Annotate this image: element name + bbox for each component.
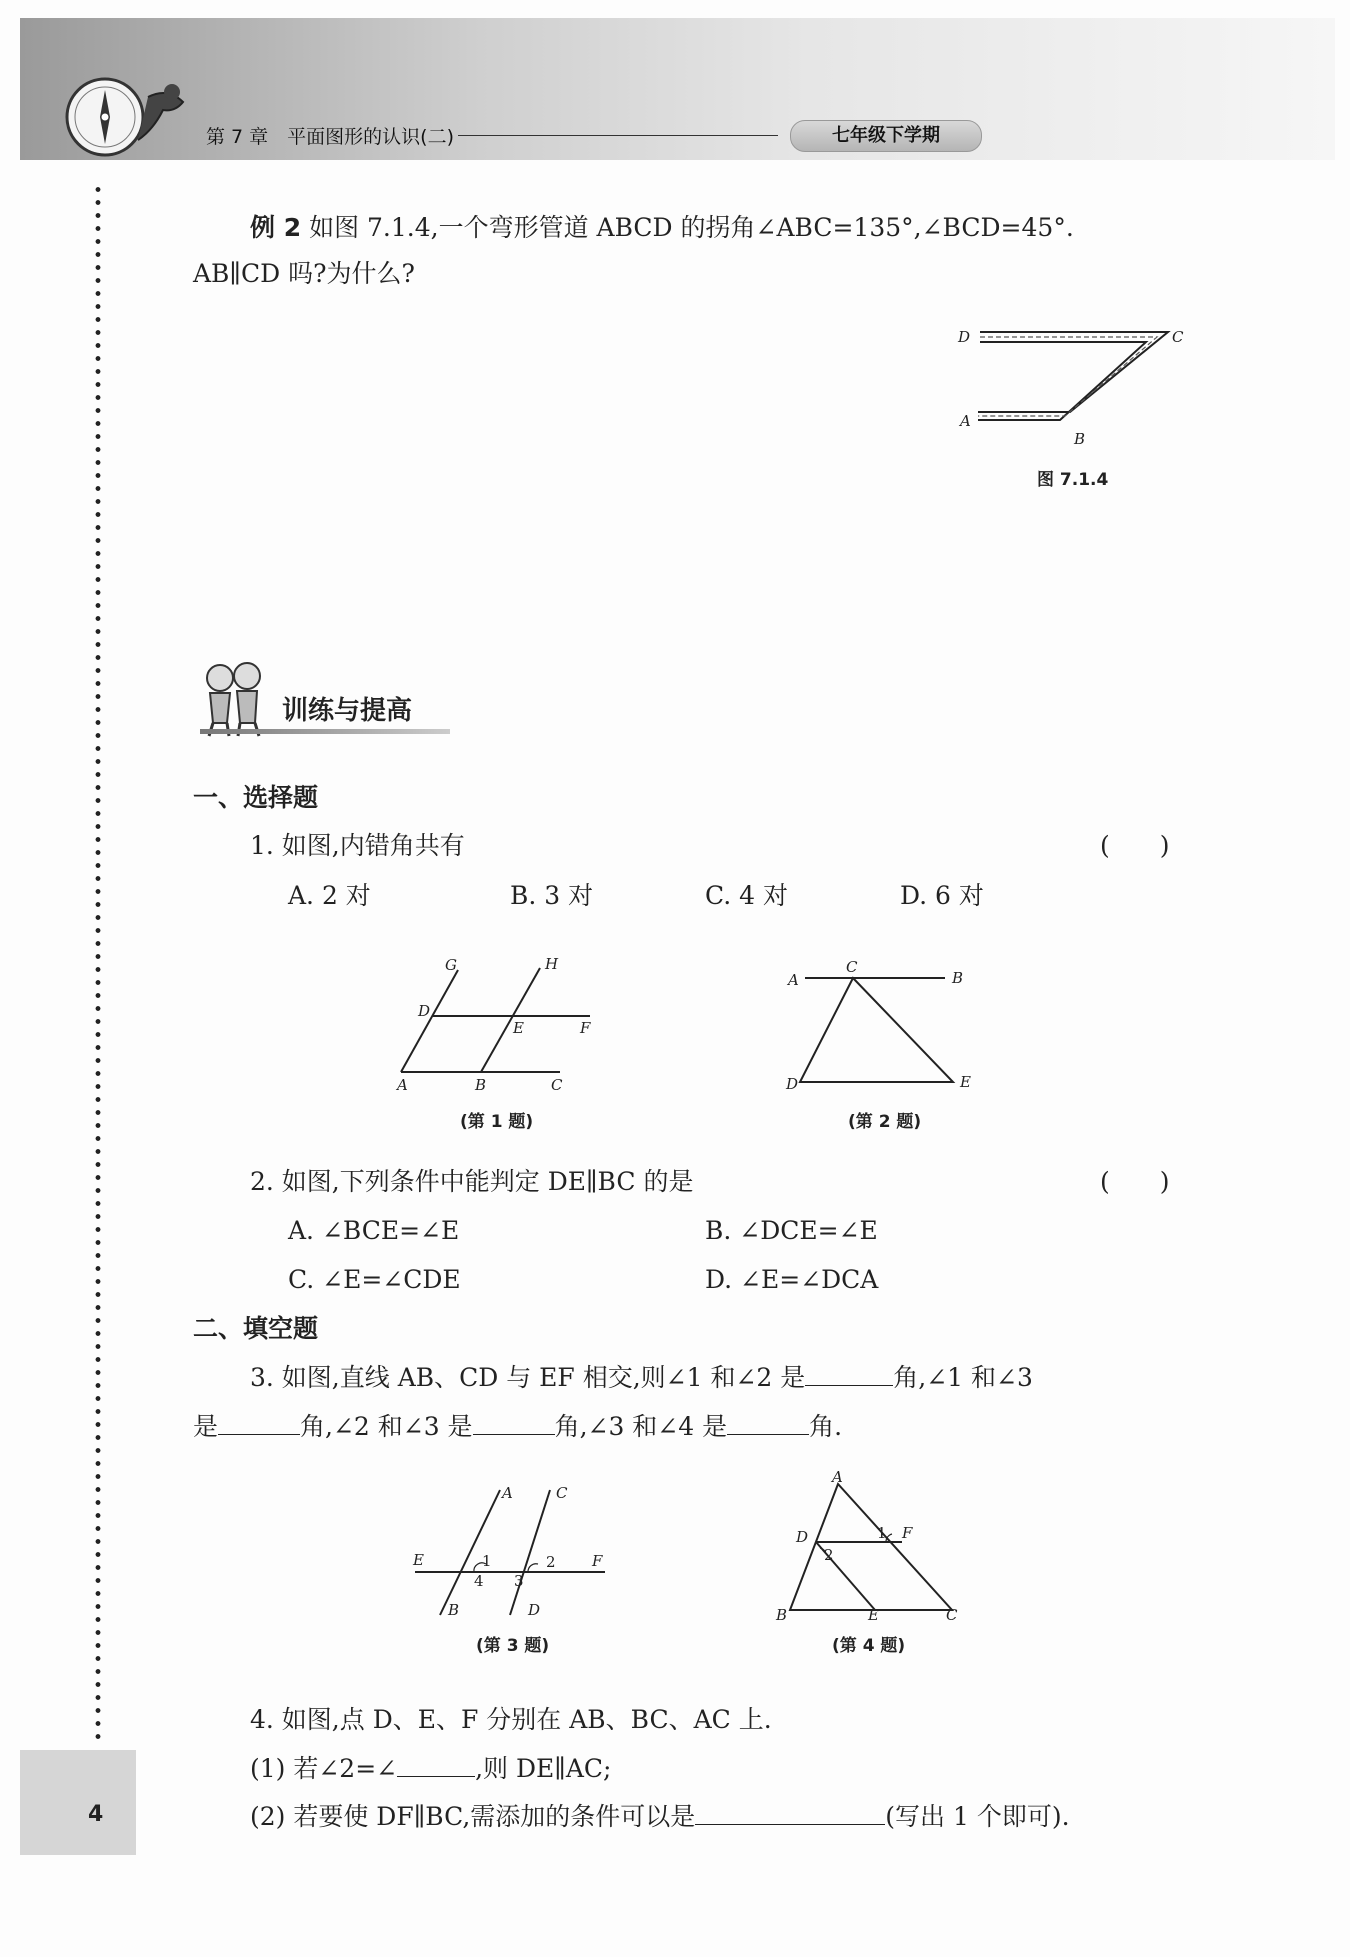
figure-7-1-4 [950,320,1190,450]
q3-text-1a: 3. 如图,直线 AB、CD 与 EF 相交,则∠1 和∠2 是 [250,1363,806,1392]
q4-caption: (第 4 题) [832,1636,906,1656]
fig-label-B: B [1074,430,1086,448]
q3-label-D: D [528,1601,541,1619]
q2-caption: (第 2 题) [848,1112,922,1132]
example2-line1 [250,210,1074,246]
figure-caption: 图 7.1.4 [1037,470,1109,490]
q4-label-D: D [796,1528,809,1546]
q2-label-C: C [846,958,858,976]
q2-option-c: C. ∠E=∠CDE [288,1265,461,1294]
q2-option-a: A. ∠BCE=∠E [288,1216,460,1245]
q4-label-A: A [832,1470,843,1486]
q1-answer-paren: ( ) [1100,831,1170,860]
q1-stem: 1. 如图,内错角共有 [250,831,465,860]
q2-stem: 2. 如图,下列条件中能判定 DE∥BC 的是 [250,1167,694,1196]
page-number: 4 [88,1802,104,1827]
practice-title: 训练与提高 [282,696,413,726]
q4-label-F: F [902,1524,913,1542]
q4-part1 [250,1750,611,1787]
q3-blank-3[interactable] [473,1408,555,1435]
q1-label-C: C [551,1076,563,1094]
q2-label-B: B [952,969,964,987]
example-label: 例 2 [250,213,302,242]
q4-part2-text-b: (写出 1 个即可). [885,1802,1070,1831]
q3-blank-4[interactable] [727,1408,809,1435]
header-rule [458,135,778,136]
q1-option-d: D. 6 对 [900,881,984,910]
practice-underline [200,729,450,734]
q2-label-D: D [786,1075,799,1093]
q1-label-E: E [513,1019,524,1037]
q3-blank-1[interactable] [805,1359,893,1386]
example2-text: 如图 7.1.4,一个弯形管道 ABCD 的拐角∠ABC=135°,∠BCD=45°. [309,213,1074,242]
fig-label-C: C [1172,328,1184,346]
q4-blank-2[interactable] [695,1798,885,1825]
fig-label-A: A [960,412,971,430]
section-fill-blank: 二、填空题 [193,1314,319,1343]
binding-dots [95,183,101,1743]
q3-label-F: F [592,1552,603,1570]
q4-angle-1: 1 [877,1524,887,1542]
q3-figure [410,1480,615,1625]
q4-blank-1[interactable] [397,1750,475,1777]
q2-figure [780,955,990,1095]
grade-badge: 七年级下学期 [790,120,982,152]
kids-icon [195,658,275,740]
q3-label-A: A [502,1484,513,1502]
q3-text-1b: 角,∠1 和∠3 [893,1363,1033,1392]
q3-angle-3: 3 [514,1572,524,1590]
q1-caption: (第 1 题) [460,1112,534,1132]
q3-text-2a: 是 [193,1412,219,1441]
q4-label-E: E [868,1606,879,1624]
example2-line2: AB∥CD 吗?为什么? [193,259,415,288]
q1-label-F: F [580,1019,591,1037]
q4-angle-2: 2 [824,1546,834,1564]
q2-option-d: D. ∠E=∠DCA [705,1265,879,1294]
q4-figure [770,1470,970,1625]
q4-part1-text-a: (1) 若∠2=∠ [250,1754,398,1783]
q1-figure-lines [385,950,600,1095]
q3-label-C: C [556,1484,568,1502]
q3-line2 [193,1408,842,1445]
q1-option-c: C. 4 对 [705,881,788,910]
q3-angle-1: 1 [482,1552,492,1570]
chapter-title: 第 7 章 平面图形的认识(二) [206,126,454,148]
q1-label-A: A [397,1076,408,1094]
q1-option-b: B. 3 对 [510,881,594,910]
q4-label-C: C [946,1606,958,1624]
q3-blank-2[interactable] [218,1408,300,1435]
q3-line1 [250,1359,1033,1396]
q1-option-a: A. 2 对 [288,881,371,910]
q3-text-2b: 角,∠2 和∠3 是 [300,1412,473,1441]
q4-part2 [250,1798,1070,1835]
compass-clock-icon [60,72,200,162]
q2-option-b: B. ∠DCE=∠E [705,1216,878,1245]
q3-text-2d: 角. [809,1412,843,1441]
q1-label-B: B [475,1076,487,1094]
q3-angle-4: 4 [474,1572,484,1590]
q1-label-D: D [418,1002,431,1020]
q2-answer-paren: ( ) [1100,1167,1170,1196]
q3-text-2c: 角,∠3 和∠4 是 [554,1412,728,1441]
fig-label-D: D [958,328,971,346]
q3-caption: (第 3 题) [476,1636,550,1656]
q4-part1-text-b: ,则 DE∥AC; [475,1754,612,1783]
q2-label-E: E [960,1073,971,1091]
q3-label-E: E [413,1551,424,1569]
q4-stem: 4. 如图,点 D、E、F 分别在 AB、BC、AC 上. [250,1705,772,1734]
q1-label-G: G [445,956,457,974]
q4-label-B: B [776,1606,788,1624]
section-choice: 一、选择题 [193,783,319,812]
q3-angle-2: 2 [546,1553,556,1571]
page-number-box [20,1750,136,1855]
q4-part2-text-a: (2) 若要使 DF∥BC,需添加的条件可以是 [250,1802,696,1831]
q1-label-H: H [545,955,559,973]
q2-label-A: A [788,971,799,989]
q3-label-B: B [448,1601,460,1619]
